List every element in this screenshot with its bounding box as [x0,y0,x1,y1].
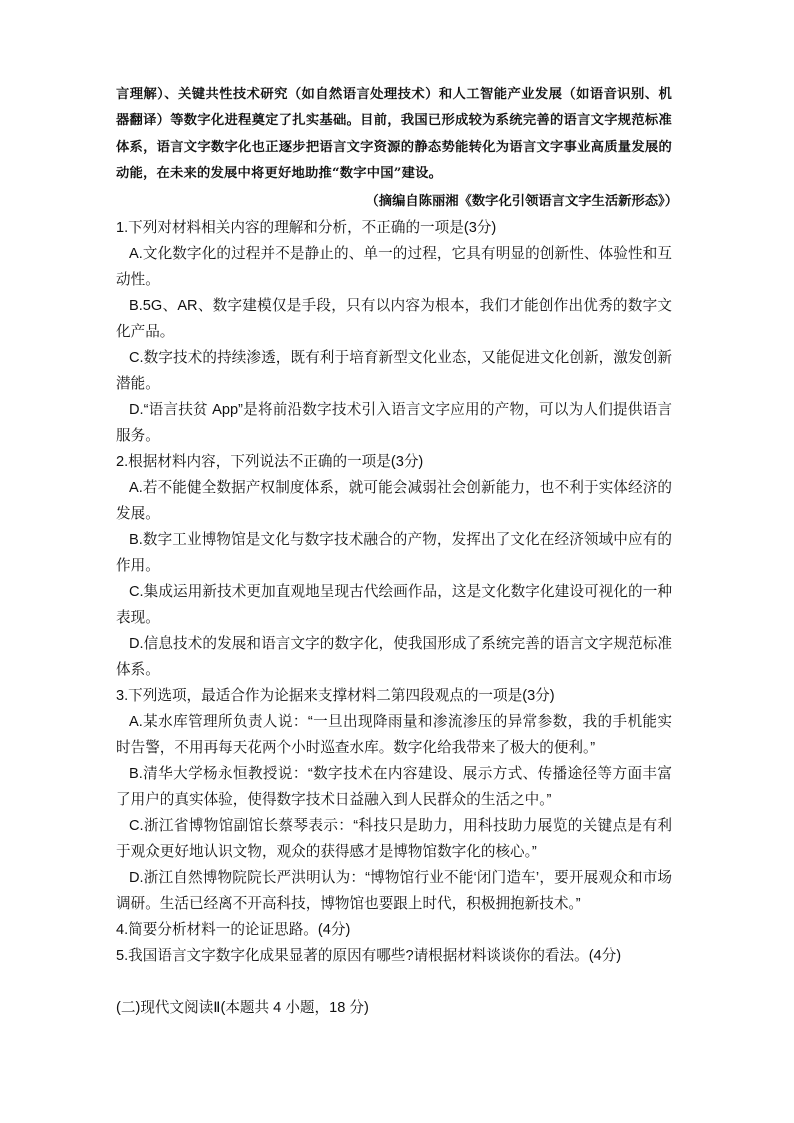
option-c: C.集成运用新技术更加直观地呈现古代绘画作品，这是文化数字化建设可视化的一种表现。 [116,584,672,626]
option-c: C.数字技术的持续渗透，既有利于培育新型文化业态，又能促进文化创新，激发创新潜能。 [116,350,672,392]
option-d: D.浙江自然博物院院长严洪明认为：“博物馆行业不能‘闭门造车’，要开展观众和市场调研。生活已经离不开高科技，博物馆也要跟上时代，积极拥抱新技术。” [116,870,672,912]
passage-text: 言理解）、关键共性技术研究（如自然语言处理技术）和人工智能产业发展（如语音识别、机器翻译）等数字化进程奠定了扎实基础。目前，我国已形成较为系统完善的语言文字规范标准体系，语言文字数字化也正逐步把语言文字资源的静态势能转化为语言文字事业高质量发展的动能，在未来的发展中将更好地助推“数字中国”建设。 [116,87,672,182]
question-stem: 4.简要分析材料一的论证思路。(4分) [116,922,351,938]
option-b: B.清华大学杨永恒教授说：“数字技术在内容建设、展示方式、传播途径等方面丰富了用户的真实体验，使得数字技术日益融入到人民群众的生活之中。” [116,766,672,808]
question-3 [116,683,672,917]
option-c: C.浙江省博物馆副馆长蔡琴表示：“科技只是助力，用科技助力展览的关键点是有利于观众更好地认识文物，观众的获得感才是博物馆数字化的核心。” [116,818,672,860]
section-heading: (二)现代文阅读Ⅱ(本题共 4 小题，18 分) [116,1000,369,1016]
question-stem: 1.下列对材料相关内容的理解和分析，不正确的一项是(3分) [116,220,497,236]
question-stem: 3.下列选项，最适合作为论据来支撑材料二第四段观点的一项是(3分) [116,688,555,704]
option-a: A.若不能健全数据产权制度体系，就可能会减弱社会创新能力，也不利于实体经济的发展。 [116,480,672,522]
question-stem: 2.根据材料内容，下列说法不正确的一项是(3分) [116,454,424,470]
option-b: B.数字工业博物馆是文化与数字技术融合的产物，发挥出了文化在经济领域中应有的作用。 [116,532,672,574]
option-d: D.信息技术的发展和语言文字的数字化，使我国形成了系统完善的语言文字规范标准体系。 [116,636,672,678]
option-b: B.5G、AR、数字建模仅是手段，只有以内容为根本，我们才能创作出优秀的数字文化产品。 [116,298,672,340]
question-2 [116,449,672,683]
option-d: D.“语言扶贫 App”是将前沿数字技术引入语言文字应用的产物，可以为人们提供语言服务。 [116,402,672,444]
question-5 [116,943,672,969]
option-a: A.某水库管理所负责人说：“一旦出现降雨量和渗流渗压的异常参数，我的手机能实时告警，不用再每天花两个小时巡查水库。数字化给我带来了极大的便利。” [116,714,672,756]
question-list [116,215,672,969]
question-1 [116,215,672,449]
question-stem: 5.我国语言文字数字化成果显著的原因有哪些?请根据材料谈谈你的看法。(4分) [116,948,622,964]
question-4 [116,917,672,943]
passage-source: （摘编自陈丽湘《数字化引领语言文字生活新形态》） [365,194,678,209]
option-a: A.文化数字化的过程并不是静止的、单一的过程，它具有明显的创新性、体验性和互动性。 [116,246,672,288]
